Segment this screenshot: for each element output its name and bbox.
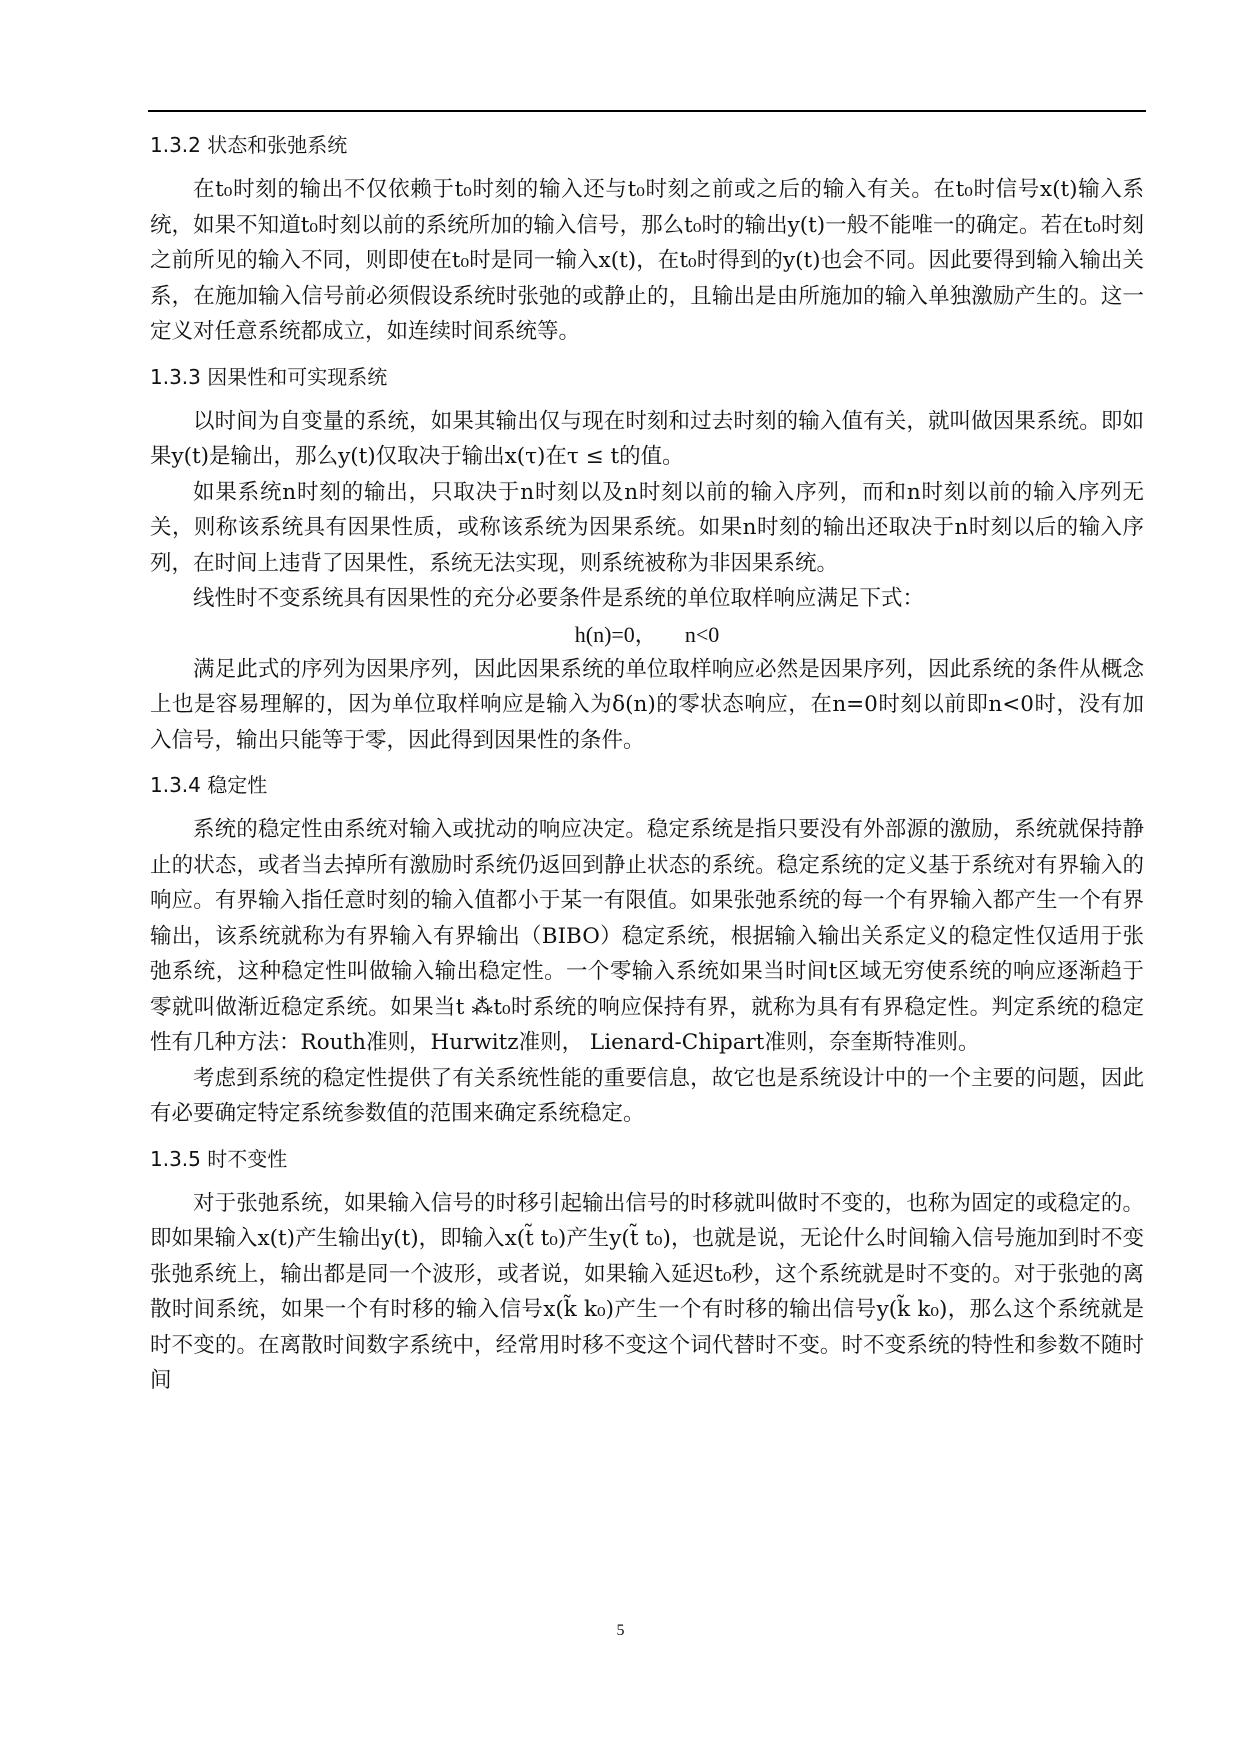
paragraph: 考虑到系统的稳定性提供了有关系统性能的重要信息，故它也是系统设计中的一个主要的问题，因此有必要确定特定系统参数值的范围来确定系统稳定。 bbox=[150, 1065, 1144, 1126]
section-heading-1-3-5: 1.3.5 时不变性 bbox=[150, 1146, 288, 1171]
paragraph: 如果系统n时刻的输出，只取决于n时刻以及n时刻以前的输入序列，而和n时刻以前的输入序列无关，则称该系统具有因果性质，或称该系统为因果系统。如果n时刻的输出还取决于n时刻以后的输入序列，在时间上违背了因果性，系统无法实现，则系统被称为非因果系统。 bbox=[150, 479, 1144, 576]
paragraph: 线性时不变系统具有因果性的充分必要条件是系统的单位取样响应满足下式： bbox=[193, 586, 925, 611]
page-number: 5 bbox=[616, 1622, 625, 1639]
causality-equation bbox=[150, 617, 1144, 652]
section-heading-1-3-2: 1.3.2 状态和张弛系统 bbox=[150, 133, 348, 157]
paragraph: 对于张弛系统，如果输入信号的时移引起输出信号的时移就叫做时不变的，也称为固定的或稳定的。即如果输入x(t)产生输出y(t)，即输入x(t̃ t₀)产生y(t̃ t₀)，也就是说，无论什么时间输入信号施加到时不变张弛系统上，输出都是同一个波形，或者说，如果输入延迟t₀秒，这个系统就是时不变的。对于张弛的离散时间系统，如果一个有时移的输入信号x(k̃ k₀)产生一个有时移的输出信号y(k̃ k₀)，那么这个系统就是时不变的。在离散时间数字系统中，经常用时移不变这个词代替时不变。时不变系统的特性和参数不随时间 bbox=[150, 1190, 1144, 1393]
equation-part-1: h(n)=0， bbox=[574, 621, 657, 647]
equation-part-2: n<0 bbox=[684, 621, 720, 647]
paragraph: 满足此式的序列为因果序列，因此因果系统的单位取样响应必然是因果序列，因此系统的条件从概念上也是容易理解的，因为单位取样响应是输入为δ(n)的零状态响应，在n=0时刻以前即n<0时，没有加入信号，输出只能等于零，因此得到因果性的条件。 bbox=[150, 656, 1144, 753]
paragraph: 以时间为自变量的系统，如果其输出仅与现在时刻和过去时刻的输入值有关，就叫做因果系统。即如果y(t)是输出，那么y(t)仅取决于输出x(τ)在τ ≤ t的值。 bbox=[150, 408, 1144, 469]
paragraph: 在t₀时刻的输出不仅依赖于t₀时刻的输入还与t₀时刻之前或之后的输入有关。在t₀时信号x(t)输入系统，如果不知道t₀时刻以前的系统所加的输入信号，那么t₀时的输出y(t)一般不能唯一的确定。若在t₀时刻之前所见的输入不同，则即使在t₀时是同一输入x(t)，在t₀时得到的y(t)也会不同。因此要得到输入输出关系，在施加输入信号前必须假设系统时张弛的或静止的，且输出是由所施加的输入单独激励产生的。这一定义对任意系统都成立，如连续时间系统等。 bbox=[150, 177, 1144, 344]
header-rule bbox=[148, 110, 1146, 112]
section-heading-1-3-3: 1.3.3 因果性和可实现系统 bbox=[150, 364, 388, 389]
page-content bbox=[150, 128, 1144, 1399]
paragraph: 系统的稳定性由系统对输入或扰动的响应决定。稳定系统是指只要没有外部源的激励，系统就保持静止的状态，或者当去掉所有激励时系统仍返回到静止状态的系统。稳定系统的定义基于系统对有界输入的响应。有界输入指任意时刻的输入值都小于某一有限值。如果张弛系统的每一个有界输入都产生一个有界输出，该系统就称为有界输入有界输出（BIBO）稳定系统，根据输入输出关系定义的稳定性仅适用于张弛系统，这种稳定性叫做输入输出稳定性。一个零输入系统如果当时间t区域无穷使系统的响应逐渐趋于零就叫做渐近稳定系统。如果当t ⁂t₀时系统的响应保持有界，就称为具有有界稳定性。判定系统的稳定性有几种方法：Routh准则，Hurwitz准则， Lienard-Chipart准则，奈奎斯特准则。 bbox=[150, 817, 1144, 1055]
section-heading-1-3-4: 1.3.4 稳定性 bbox=[150, 773, 268, 797]
